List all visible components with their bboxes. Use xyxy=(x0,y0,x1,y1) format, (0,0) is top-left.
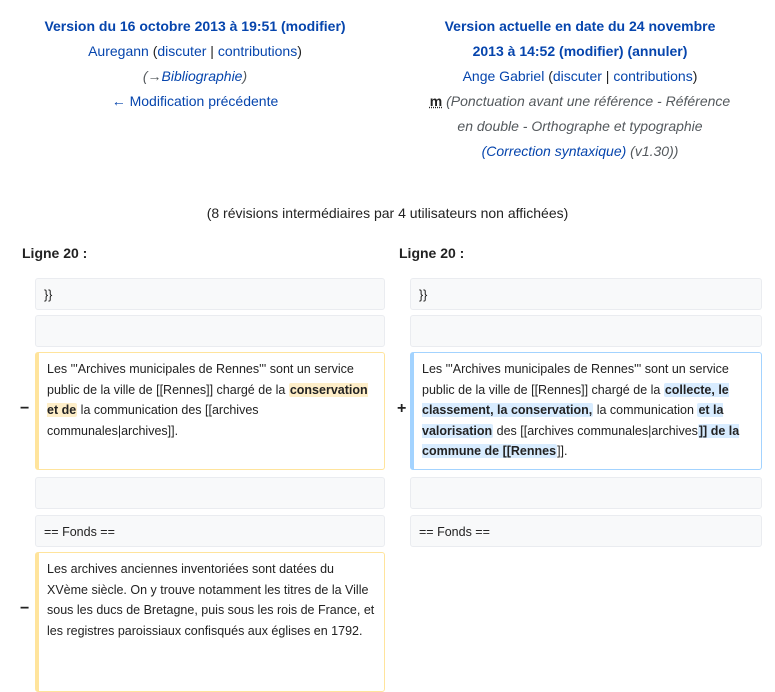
old-revision-header: Version du 16 octobre 2013 à 19:51 (modifier) Auregann (discuter | contributions) (→Bibliographie) ← Modification précédente xyxy=(5,14,385,114)
deleted-line-marker: − xyxy=(20,400,30,417)
summary-link[interactable]: (Correction syntaxique) xyxy=(481,143,627,159)
deleted-line: Les '''Archives municipales de Rennes''' sont un service public de la ville de [[Rennes]] chargé de la conservation et de la communication des [[archives communales|archives]]. xyxy=(35,352,385,470)
current-talk-link[interactable]: discuter xyxy=(552,68,602,84)
current-revision-date-link[interactable]: 2013 à 14:52 xyxy=(472,43,556,59)
current-user-link[interactable]: Ange Gabriel xyxy=(462,68,545,84)
context-fonds-left: == Fonds == xyxy=(35,515,385,547)
added-text: ]] de la commune de [[Rennes xyxy=(422,423,740,458)
current-contribs-link[interactable]: contributions xyxy=(613,68,693,84)
added-text: et la valorisation xyxy=(422,403,724,438)
old-edit-summary: (→Bibliographie) xyxy=(142,68,248,84)
added-text: collecte, le classement, la conservation, xyxy=(422,382,729,417)
current-modify-link[interactable]: (modifier) xyxy=(559,43,624,59)
undo-link[interactable]: (annuler) xyxy=(627,43,688,59)
context-empty-right xyxy=(410,315,762,347)
context-empty-right-2 xyxy=(410,477,762,509)
added-line: Les '''Archives municipales de Rennes''' sont un service public de la ville de [[Rennes]] chargé de la collecte, le classement, la conservation, la communication et la valorisation des [[archives communales|archives]] de la commune de [[Rennes]]. xyxy=(410,352,762,470)
old-contribs-link[interactable]: contributions xyxy=(217,43,298,59)
current-edit-summary: m (Ponctuation avant une référence - Référence xyxy=(429,93,731,109)
old-user-link[interactable]: Auregann xyxy=(88,43,149,59)
current-revision-link[interactable]: Version actuelle en date du 24 novembre xyxy=(444,18,716,34)
deleted-line-marker-2: − xyxy=(20,600,30,617)
added-line-marker: + xyxy=(397,400,407,417)
intermediate-revisions-note: (8 révisions intermédiaires par 4 utilisateurs non affichées) xyxy=(206,205,569,221)
summary-section-link[interactable]: Bibliographie xyxy=(161,68,243,84)
context-line-right: }} xyxy=(410,278,762,310)
context-empty-left-2 xyxy=(35,477,385,509)
minor-edit-badge: m xyxy=(429,93,443,109)
old-revision-link[interactable]: Version du 16 octobre 2013 à 19:51 xyxy=(44,18,278,34)
previous-edit-link[interactable]: ← Modification précédente xyxy=(111,93,279,109)
current-revision-header: Version actuelle en date du 24 novembre 2013 à 14:52 (modifier) (annuler) Ange Gabriel (discuter | contributions) m (Ponctuation avant une référence - Référence en double - Orthographe et typographie (Correction syntaxique) (v1.30)) xyxy=(390,14,770,164)
old-modify-link[interactable]: (modifier) xyxy=(281,18,346,34)
context-line-left: }} xyxy=(35,278,385,310)
line-number-right: Ligne 20 : xyxy=(399,245,465,261)
old-talk-link[interactable]: discuter xyxy=(157,43,207,59)
context-empty-left xyxy=(35,315,385,347)
context-fonds-right: == Fonds == xyxy=(410,515,762,547)
line-number-left: Ligne 20 : xyxy=(22,245,88,261)
deleted-text: conservation et de xyxy=(47,382,368,417)
deleted-line-2: Les archives anciennes inventoriées sont datées du XVème siècle. On y trouve notamment les titres de la Ville sous les ducs de Bretagne, puis sous les rois de France, et les registres paroissiaux confisqués aux églises en 1792. xyxy=(35,552,385,692)
